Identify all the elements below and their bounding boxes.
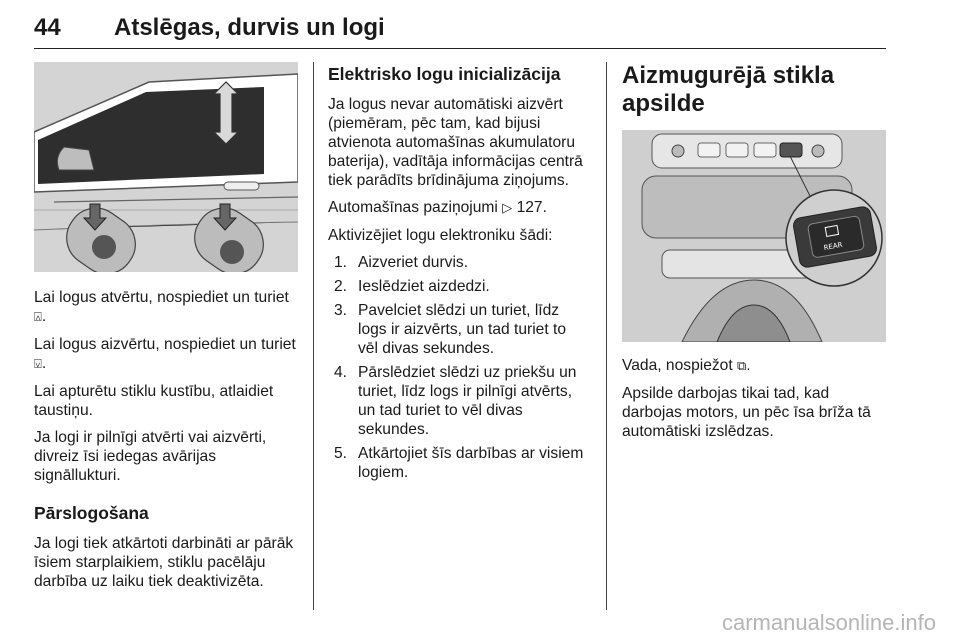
reference-text: Automašīnas paziņojumi bbox=[328, 199, 498, 216]
list-item: 1. Aizveriet durvis. bbox=[334, 254, 469, 271]
page-header bbox=[34, 14, 886, 49]
paragraph-reference bbox=[328, 198, 590, 218]
paragraph-press bbox=[622, 356, 886, 376]
column-divider bbox=[313, 62, 314, 610]
window-close-icon: ⍌ bbox=[34, 357, 42, 372]
paragraph-intro: Ja logus nevar automātiski aizvērt (piemēram, pēc tam, kad bijusi atvienota automašīnas akumulatoru baterija), vadītāja informācijas centrā tiek parādīts brīdinājuma ziņojums. bbox=[328, 96, 583, 189]
paragraph-close-windows: Lai logus aizvērtu, nospiediet un turiet ⍌. bbox=[34, 336, 296, 372]
reference-page[interactable]: 127. bbox=[516, 199, 547, 216]
paragraph-activate: Aktivizējiet logu elektroniku šādi: bbox=[328, 227, 553, 244]
column-divider bbox=[606, 62, 607, 610]
close-instruction-text: Lai logus aizvērtu, nospiediet un turiet bbox=[34, 336, 296, 353]
list-item: 3. Pavelciet slēdzi un turiet, līdz logs ir aizvērts, un tad turiet to vēl divas sekundes. bbox=[334, 302, 567, 357]
column-initialization bbox=[328, 62, 590, 490]
open-instruction-text: Lai logus atvērtu, nospiediet un turiet bbox=[34, 289, 289, 306]
page-number: 44 bbox=[34, 14, 61, 41]
rear-defrost-illustration bbox=[622, 130, 886, 342]
list-item: 5. Atkārtojiet šīs darbības ar visiem logiem. bbox=[334, 445, 584, 481]
page-title: Atslēgas, durvis un logi bbox=[114, 14, 385, 41]
heading-overload: Pārslogošana bbox=[34, 503, 149, 523]
paragraph-overload: Ja logi tiek atkārtoti darbināti ar pārāk īsiem starplaikiem, stiklu pacēlāju darbība uz laiku tiek deaktivizēta. bbox=[34, 535, 294, 590]
paragraph-open-windows: Lai logus atvērtu, nospiediet un turiet ⍓. bbox=[34, 289, 289, 325]
triangle-right-icon: ▷ bbox=[502, 201, 513, 216]
list-item: 2. Ieslēdziet aizdedzi. bbox=[334, 278, 490, 295]
column-window-operation bbox=[34, 62, 300, 599]
press-instruction-text: Vada, nospiežot bbox=[622, 357, 733, 374]
window-open-icon: ⍓ bbox=[34, 310, 42, 325]
heading-initialization: Elektrisko logu inicializācija bbox=[328, 64, 561, 84]
list-item: 4. Pārslēdziet slēdzi uz priekšu un turiet, līdz logs ir pilnīgi atvērts, un tad turiet to vēl divas sekundes. bbox=[334, 364, 577, 438]
watermark: carmanualsonline.info bbox=[721, 610, 936, 635]
steps-list bbox=[328, 253, 590, 482]
car-door-window-image bbox=[34, 62, 298, 272]
rear-defrost-icon: ⧉. bbox=[737, 359, 751, 374]
heading-rear-defrost: Aizmugurējā stikla apsilde bbox=[622, 62, 835, 117]
window-switch-illustration bbox=[34, 62, 298, 272]
rear-button-text: REAR bbox=[823, 240, 844, 253]
paragraph-defrost-info: Apsilde darbojas tikai tad, kad darbojas motors, un pēc īsa brīža tā automātiski izslēdzas. bbox=[622, 385, 871, 440]
column-rear-defrost bbox=[622, 62, 886, 449]
dashboard-image bbox=[622, 130, 886, 342]
paragraph-hazard-flash: Ja logi ir pilnīgi atvērti vai aizvērti, divreiz īsi iedegas avārijas signāllukturi. bbox=[34, 429, 267, 484]
paragraph-stop: Lai apturētu stiklu kustību, atlaidiet taustiņu. bbox=[34, 383, 274, 419]
